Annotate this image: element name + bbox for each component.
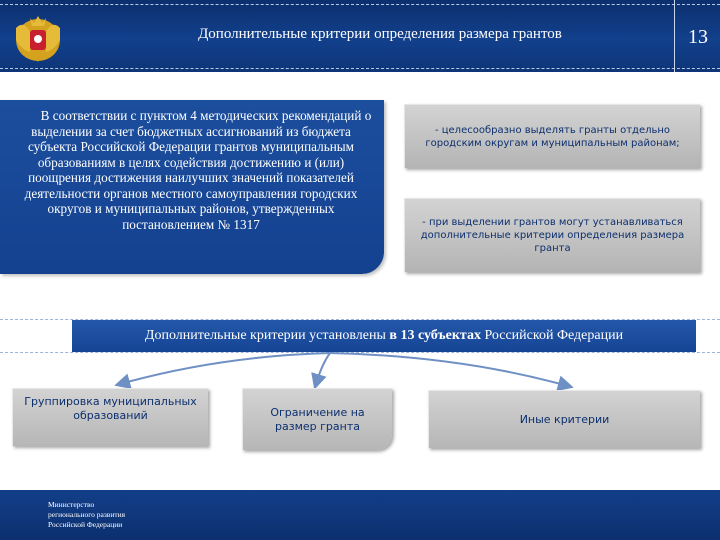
criteria-label-grant-limit: Ограничение на размер гранта	[270, 405, 365, 433]
banner-text-end: Российской Федерации	[480, 328, 624, 343]
criteria-box-grant-limit	[242, 388, 392, 450]
criteria-box-grouping	[12, 388, 208, 446]
methodology-reference-text: В соответствии с пунктом 4 методических рекомендаций о выделении за счет бюджетных ассигнований из бюджета субъекта Российской Федерации грантов муниципальным образованиям в целях содействия достижению и (или) поощрения достижения наилучших значений показателей деятельности органов местного самоуправления городских округов и муниципальных районов, утвержденных постановлением № 1317	[24, 108, 372, 232]
ministry-name	[48, 500, 188, 530]
recommendation-text-additional-criteria: - при выделении грантов могут устанавливаться дополнительные критерии определения размера гранта	[420, 217, 685, 254]
ministry-name-line-1: Министерство	[48, 500, 95, 509]
banner-text-start: Дополнительные критерии установлены	[144, 328, 390, 343]
criteria-label-grouping: Группировка муниципальных образований	[24, 395, 197, 422]
ministry-name-line-3: Российской Федерации	[48, 520, 123, 529]
arrow-to-grouping	[120, 353, 330, 384]
page-number: 13	[688, 26, 708, 48]
banner-text-highlight: в 13 субъектах	[389, 328, 481, 343]
criteria-box-other	[428, 390, 700, 448]
page-title: Дополнительные критерии определения размера грантов	[198, 26, 562, 42]
arrow-to-limit	[316, 353, 330, 384]
recommendation-text-separate-grants: - целесообразно выделять гранты отдельно городским округам и муниципальным районам;	[425, 124, 680, 149]
arrow-to-other	[330, 353, 568, 386]
ministry-name-line-2: регионального развития	[48, 510, 126, 519]
criteria-label-other: Иные критерии	[519, 412, 610, 426]
